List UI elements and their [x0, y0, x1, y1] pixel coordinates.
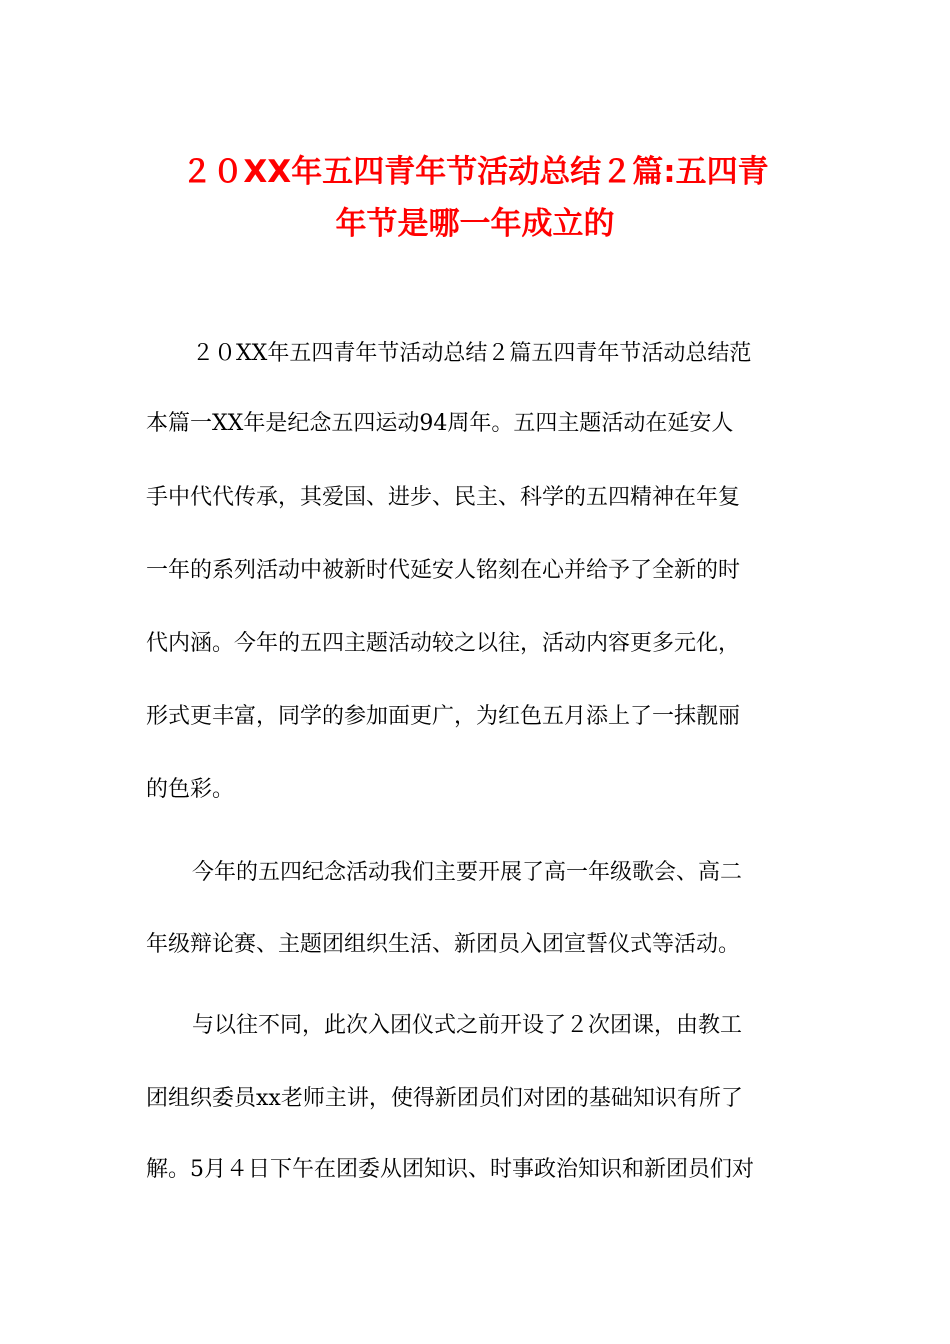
paragraph-1-line-6: 形式更丰富，同学的参加面更广，为红色五月添上了一抹靓丽	[146, 704, 741, 729]
paragraph-1-line-5: 代内涵。今年的五四主题活动较之以往，活动内容更多元化，	[146, 631, 741, 656]
title-line-2: 年节是哪一年成立的	[335, 206, 615, 242]
paragraph-1-line-4: 一年的系列活动中被新时代延安人铭刻在心并给予了全新的时	[146, 558, 741, 583]
paragraph-1-line-1: ２０XX年五四青年节活动总结２篇五四青年节活动总结范	[192, 341, 752, 366]
paragraph-1-line-3: 手中代代传承，其爱国、进步、民主、科学的五四精神在年复	[146, 485, 741, 510]
paragraph-2-line-1: 今年的五四纪念活动我们主要开展了高一年级歌会、高二	[192, 860, 743, 885]
paragraph-2-line-2: 年级辩论赛、主题团组织生活、新团员入团宣誓仪式等活动。	[146, 932, 741, 957]
title-line-1: ２０XX年五四青年节活动总结２篇:五四青	[181, 154, 769, 190]
paragraph-3-line-2: 团组织委员xx老师主讲，使得新团员们对团的基础知识有所了	[146, 1086, 743, 1111]
paragraph-3-line-3: 解。5月４日下午在团委从团知识、时事政治知识和新团员们对	[146, 1157, 754, 1182]
paragraph-1-line-2: 本篇一XX年是纪念五四运动94周年。五四主题活动在延安人	[146, 411, 734, 436]
paragraph-3-line-1: 与以往不同，此次入团仪式之前开设了２次团课，由教工	[192, 1013, 743, 1038]
paragraph-1-line-7: 的色彩。	[146, 777, 235, 802]
document-title	[140, 146, 810, 250]
